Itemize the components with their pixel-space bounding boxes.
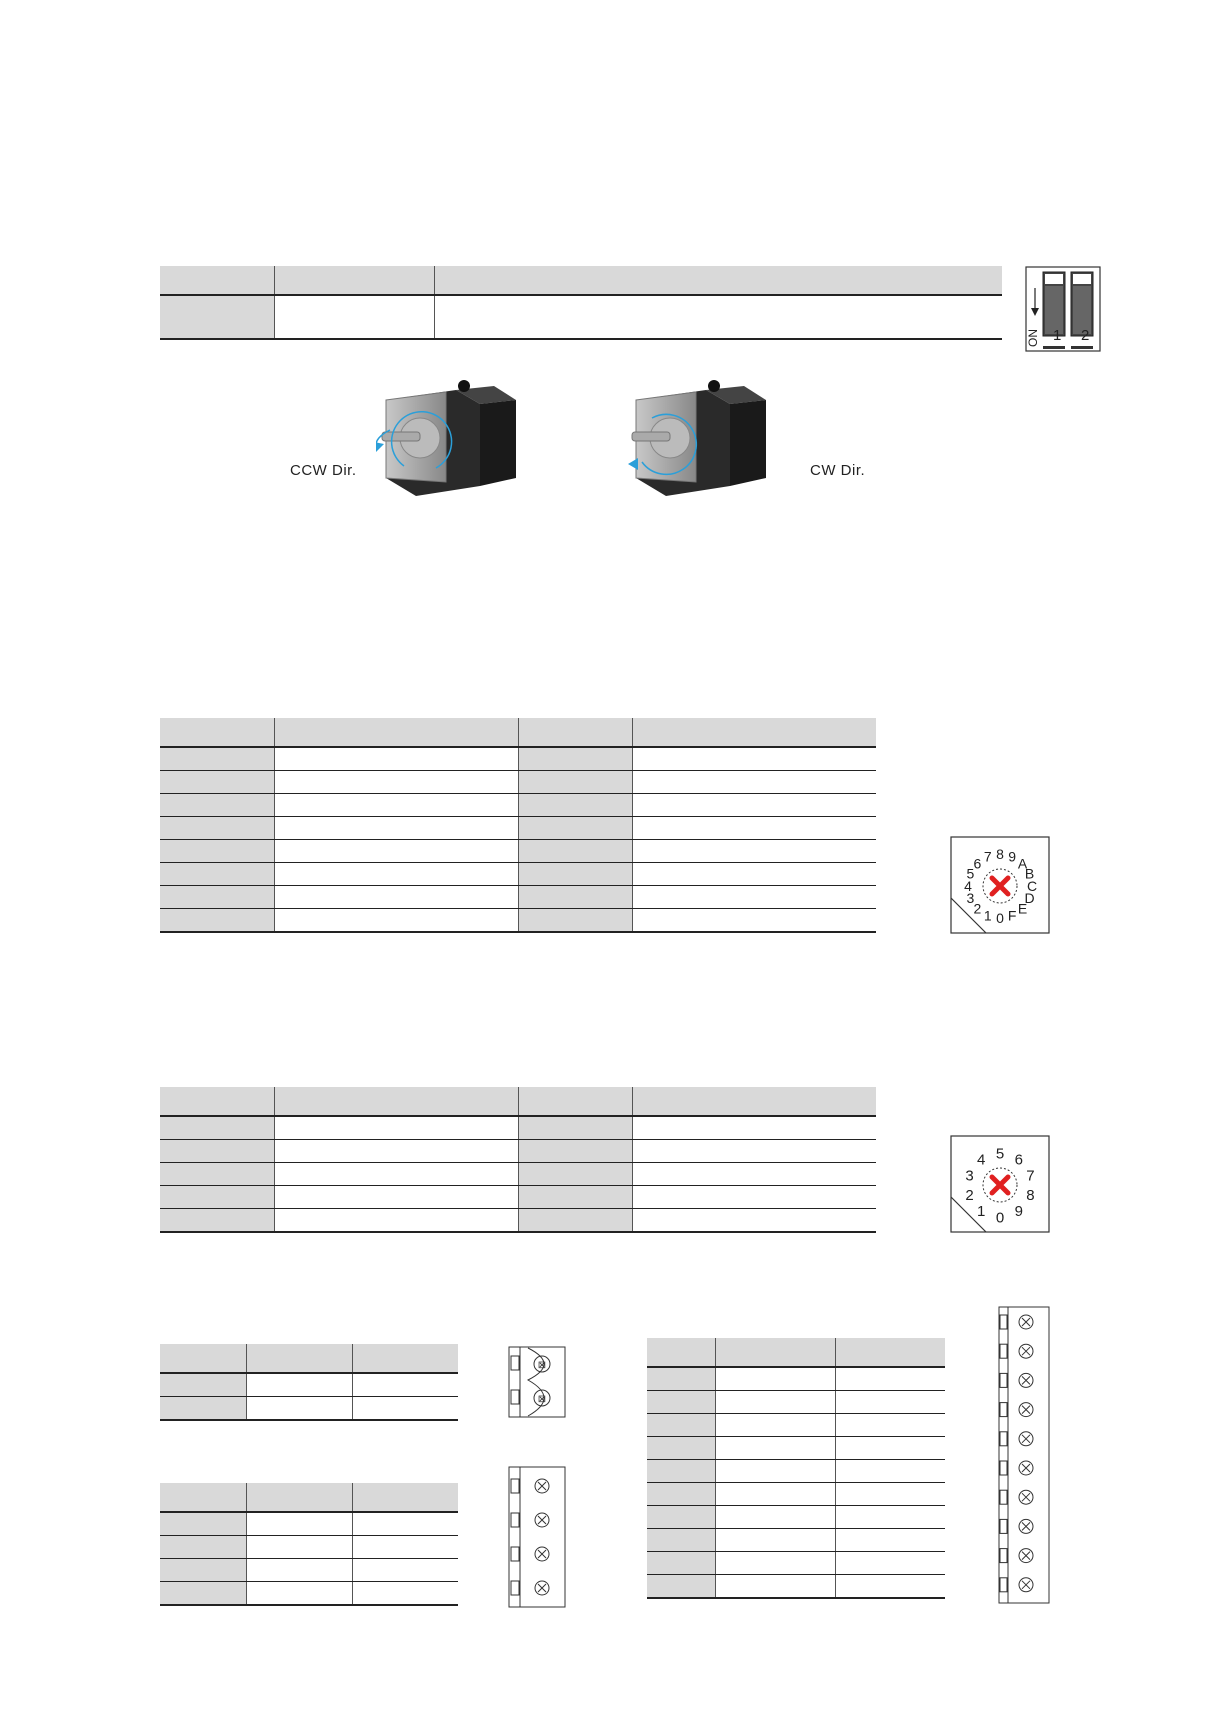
rotary-digit: 5	[966, 865, 975, 882]
table-row	[647, 1483, 945, 1506]
connector-10pin-icon	[998, 1306, 1050, 1604]
table-row	[647, 1506, 945, 1529]
table-header-row	[160, 1344, 458, 1373]
table-row	[160, 1582, 458, 1606]
table-header-row	[160, 718, 876, 747]
table-row	[160, 1512, 458, 1536]
table-row	[160, 1373, 458, 1397]
rotary10-table	[160, 1087, 876, 1233]
dip-pin-2-label: 2	[1081, 327, 1090, 344]
rotary16-table	[160, 718, 876, 933]
rotary-digit: 6	[973, 855, 982, 872]
table-header-row	[160, 1087, 876, 1116]
rotary-digit: 3	[965, 1167, 974, 1185]
table-row	[647, 1460, 945, 1483]
rotary-digit: 3	[966, 890, 975, 907]
ccw-direction-label: CCW Dir.	[290, 462, 357, 479]
rotary-switch-10-icon	[950, 1135, 1050, 1233]
motor-ccw-image	[376, 378, 526, 502]
table-row	[160, 1559, 458, 1582]
table-row	[647, 1391, 945, 1414]
table-row	[647, 1437, 945, 1460]
cw-direction-label: CW Dir.	[810, 462, 866, 479]
rotary-switch-16-icon	[950, 836, 1050, 934]
connector-4pin-icon	[508, 1466, 566, 1608]
table-row	[160, 1397, 458, 1421]
table-row	[647, 1552, 945, 1575]
rotary-digit: 8	[996, 845, 1004, 862]
table-row	[160, 817, 876, 840]
dip-on-label: ON	[1026, 329, 1040, 347]
rotary-digit: 1	[983, 907, 992, 924]
rotary-digit: 7	[1026, 1167, 1035, 1185]
table-row	[160, 1163, 876, 1186]
table-row	[160, 295, 1002, 339]
rotary-digit: 0	[996, 909, 1004, 926]
svg-text:⊠: ⊠	[537, 1394, 547, 1405]
rotary-digit: 2	[965, 1187, 974, 1205]
table-row	[160, 886, 876, 909]
rotary-digit: 9	[1014, 1203, 1023, 1221]
table-row	[160, 1536, 458, 1559]
table-row	[647, 1414, 945, 1437]
table-row	[160, 909, 876, 933]
table-row	[160, 1140, 876, 1163]
rotary-digit: 1	[977, 1203, 986, 1221]
table-row	[160, 771, 876, 794]
rotary-digit: 8	[1026, 1187, 1035, 1205]
direction-table	[160, 266, 1002, 340]
table-row	[647, 1529, 945, 1552]
rotary-digit: C	[1026, 877, 1038, 894]
table-row	[160, 1116, 876, 1140]
table-row	[160, 1209, 876, 1233]
rotary-digit: 9	[1008, 848, 1017, 865]
rotary-digit: 5	[995, 1145, 1005, 1163]
connector-2pin-icon	[508, 1346, 566, 1418]
rotary-digit: 6	[1014, 1151, 1023, 1169]
table-header-row	[647, 1338, 945, 1367]
rotary-digit: E	[1017, 900, 1028, 917]
dip-pin-1-label: 1	[1053, 327, 1062, 344]
rotary-digit: 4	[977, 1151, 986, 1169]
rotary-digit: 0	[995, 1209, 1005, 1227]
rotary-digit: F	[1007, 907, 1017, 924]
connector-10pin-table	[647, 1338, 945, 1599]
rotary-digit: D	[1024, 890, 1035, 907]
table-row	[647, 1575, 945, 1599]
rotary-digit: A	[1017, 855, 1028, 872]
motor-cw-image	[622, 378, 772, 502]
rotary-digit: 4	[964, 877, 972, 894]
rotary-digit: 2	[973, 900, 982, 917]
table-row	[160, 863, 876, 886]
svg-text:⊠: ⊠	[537, 1360, 547, 1371]
table-header-row	[160, 266, 1002, 295]
table-row	[160, 1186, 876, 1209]
rotary-digit: B	[1024, 865, 1035, 882]
rotary-digit: 7	[983, 848, 992, 865]
connector-4pin-table	[160, 1483, 458, 1606]
table-row	[160, 747, 876, 771]
table-row	[647, 1367, 945, 1391]
table-row	[160, 840, 876, 863]
table-header-row	[160, 1483, 458, 1512]
table-row	[160, 794, 876, 817]
connector-2pin-table	[160, 1344, 458, 1421]
